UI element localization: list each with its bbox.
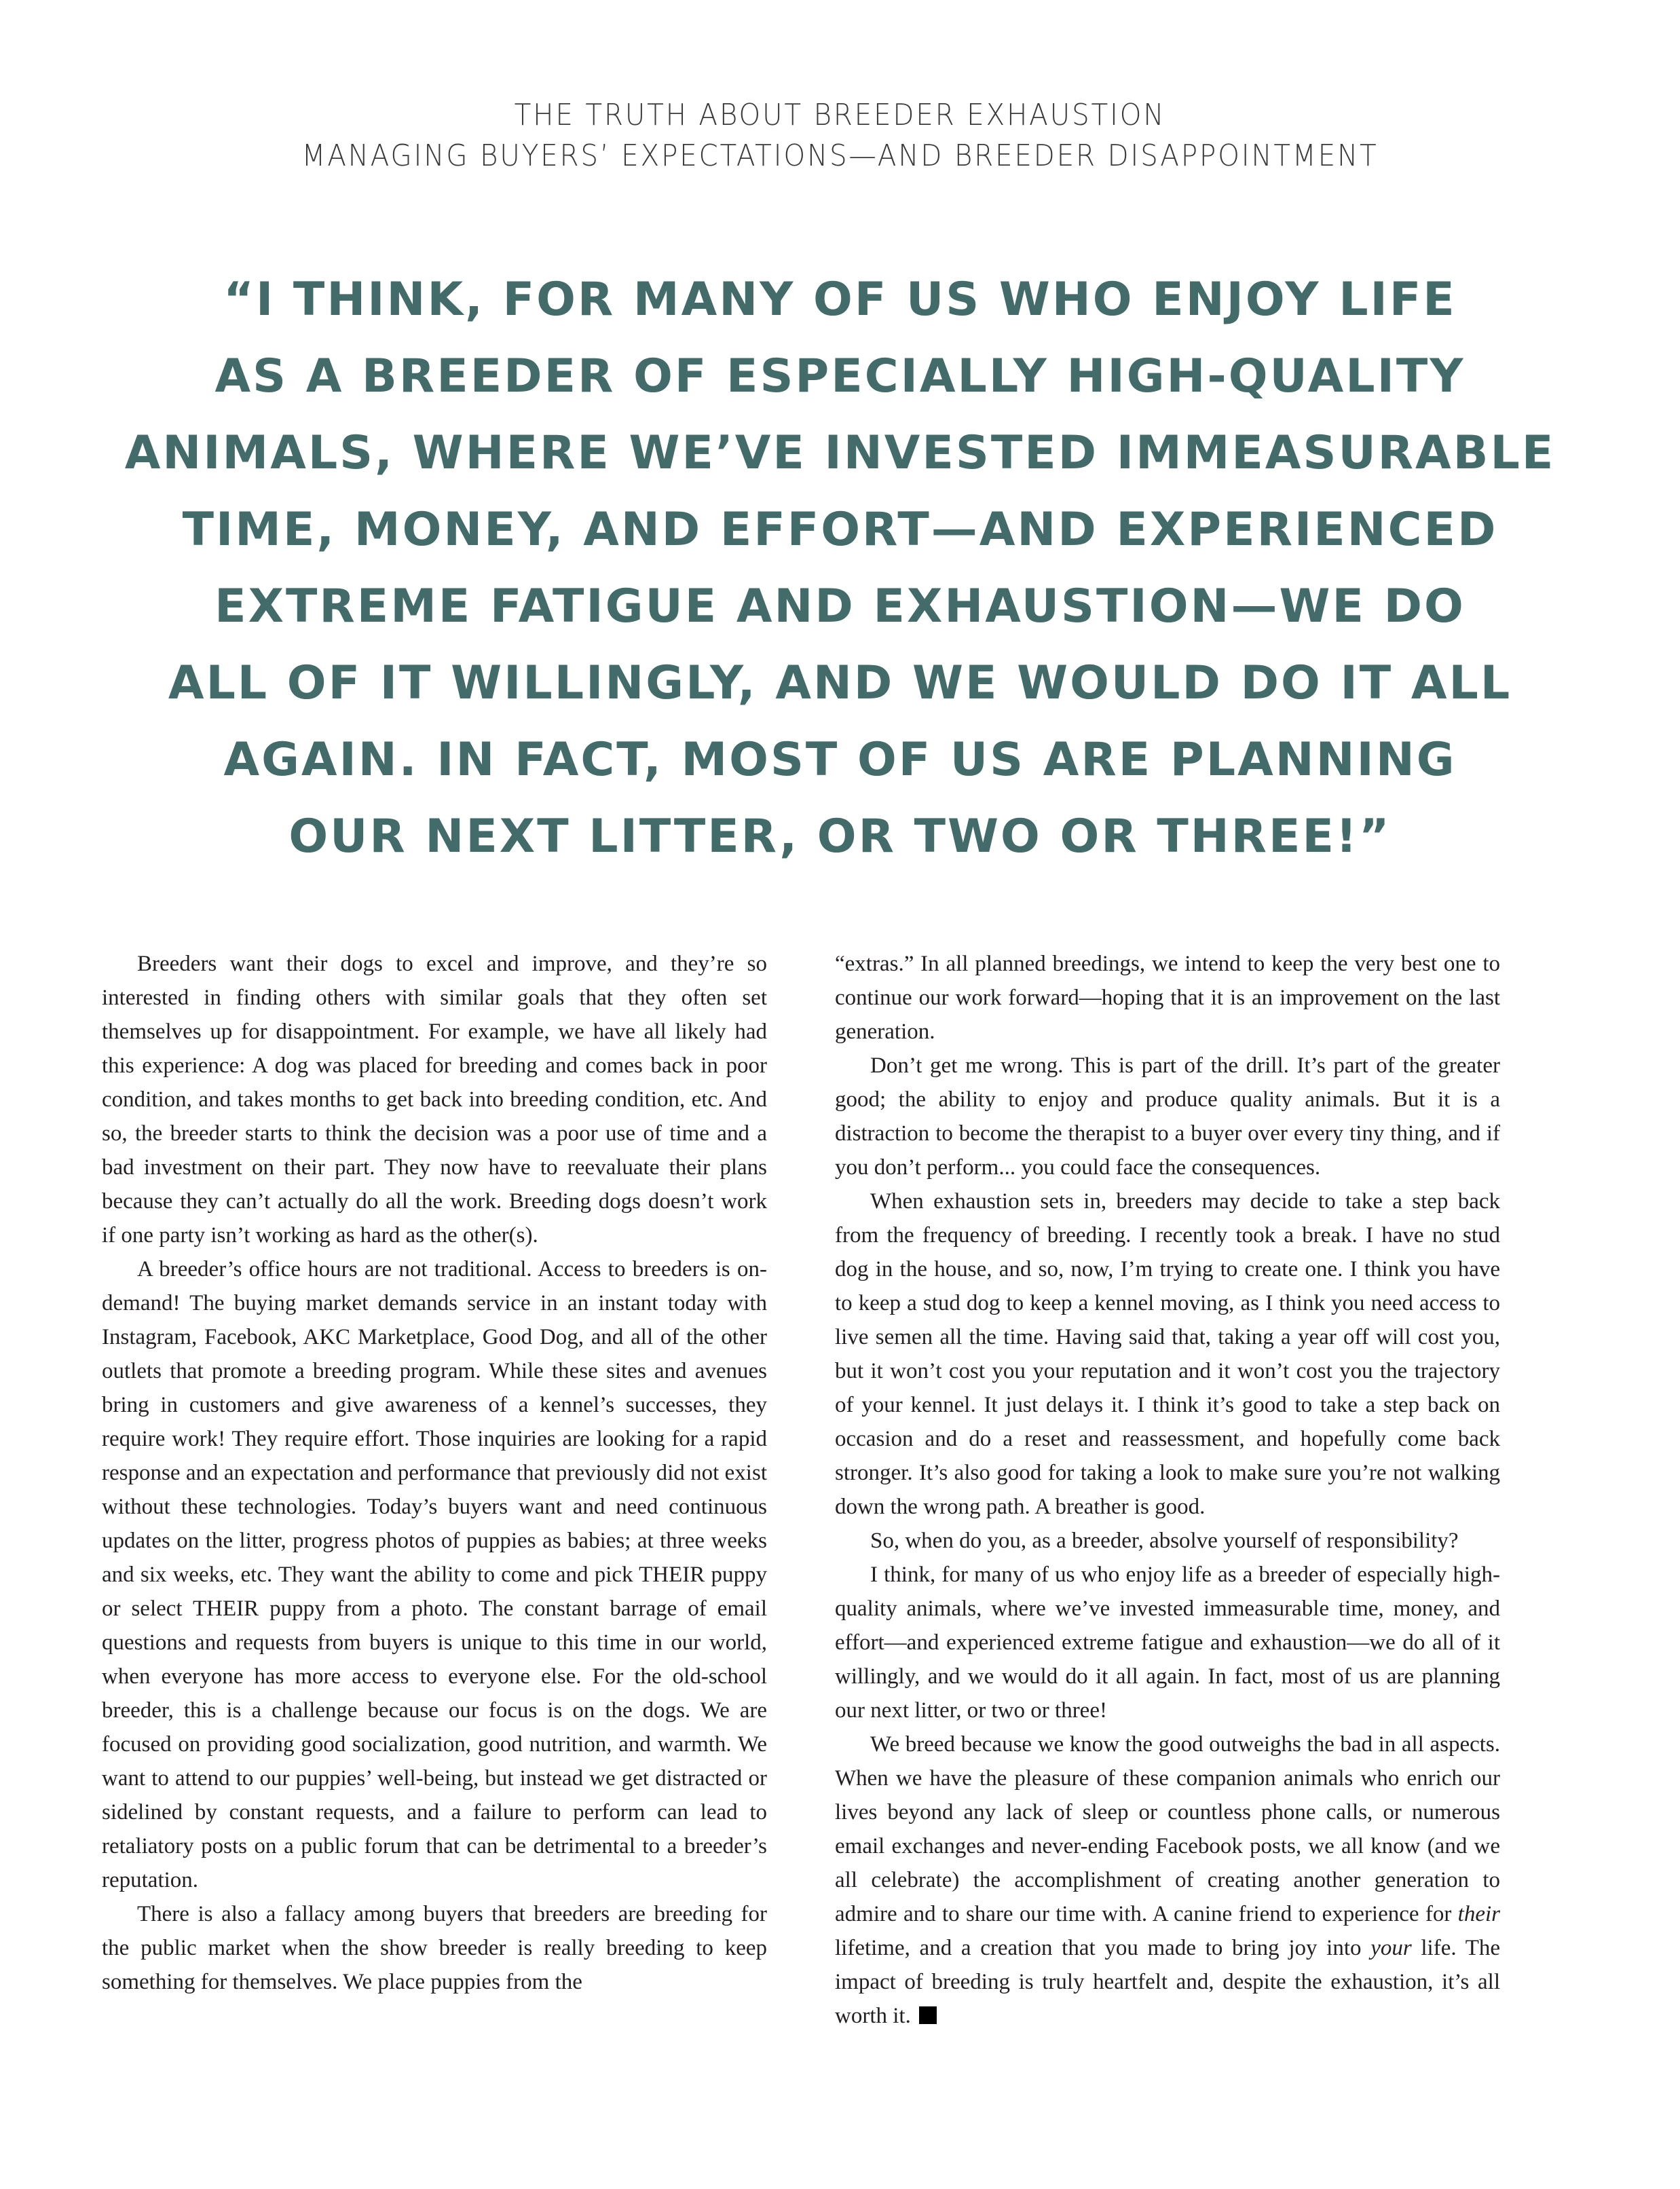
article-body — [102, 947, 1500, 2033]
body-paragraph: Don’t get me wrong. This is part of the drill. It’s part of the greater good; the ability to enjoy and produce quality animals. But it is a distraction to become the therapist to a buyer over every tiny thing, and if you don’t perform... you could face the consequences. — [835, 1053, 1500, 1180]
pull-quote-line: TIME, MONEY, AND EFFORT—AND EXPERIENCED — [182, 503, 1498, 557]
body-paragraph-final — [835, 1727, 1500, 2033]
body-paragraph: Breeders want their dogs to excel and improve, and they’re so interested in finding others with similar goals that they often set themselves up for disappointment. For example, we have all likely had this experience: A dog was placed for breeding and comes back in poor condition, and takes months to get back into breeding condition, etc. And so, the breeder starts to think the decision was a poor use of time and a bad investment on their part. They now have to reevaluate their plans because they can’t actually do all the work. Breeding dogs doesn’t work if one party isn’t working as hard as the other(s). — [102, 952, 767, 1248]
pull-quote-line: ANIMALS, WHERE WE’VE INVESTED IMMEASURABLE — [124, 426, 1556, 480]
article-subtitle: MANAGING BUYERS’ EXPECTATIONS—AND BREEDER DISAPPOINTMENT — [301, 138, 1379, 173]
pull-quote-line: ALL OF IT WILLINGLY, AND WE WOULD DO IT ALL — [168, 656, 1512, 710]
body-paragraph: A breeder’s office hours are not traditional. Access to breeders is on-demand! The buying market demands service in an instant today with Instagram, Facebook, AKC Marketplace, Good Dog, and all of the other outlets that promote a breeding program. While these sites and avenues bring in customers and give awareness of a kennel’s successes, they require work! They require effort. Those inquiries are looking for a rapid response and an expectation and performance that previously did not exist without these technologies. Today’s buyers want and need continuous updates on the litter, progress photos of puppies as babies; at three weeks and six weeks, etc. They want the ability to come and pick THEIR puppy or select THEIR puppy from a photo. The constant barrage of email questions and requests from buyers is unique to this time in our world, when everyone has more access to everyone else. For the old-school breeder, this is a challenge because our focus is on the dogs. We are focused on providing good socialization, good nutrition, and warmth. We want to attend to our puppies’ well-being, but instead we get distracted or sidelined by constant requests, and a failure to perform can lead to retaliatory posts on a public forum that can be detrimental to a breeder’s reputation. — [102, 1257, 767, 1892]
right-column — [835, 947, 1500, 2033]
body-paragraph-continuation: “extras.” In all planned breedings, we intend to keep the very best one to continue our work forward—hoping that it is an improvement on the last generation. — [835, 952, 1500, 1044]
emphasis-their: their — [1457, 1902, 1500, 1926]
body-paragraph: There is also a fallacy among buyers that breeders are breeding for the public market when the show breeder is really breeding to keep something for themselves. We place puppies from the — [102, 1902, 767, 1994]
article-header — [0, 95, 1680, 176]
pull-quote-line: EXTREME FATIGUE AND EXHAUSTION—WE DO — [214, 580, 1466, 633]
left-column — [102, 947, 767, 2033]
body-paragraph: So, when do you, as a breeder, absolve yourself of responsibility? — [870, 1529, 1459, 1553]
article-kicker: THE TRUTH ABOUT BREEDER EXHAUSTION — [514, 98, 1166, 132]
final-text-part: life. The impact of breeding is truly heartfelt and, despite the exhaustion, it’s all worth it. — [835, 1936, 1500, 2028]
final-text-part: We breed because we know the good outweighs the bad in all aspects. When we have the pleasure of these companion animals who enrich our lives beyond any lack of sleep or countless phone calls, or numerous email exchanges and never-ending Facebook posts, we all know (and we all celebrate) the accomplishment of creating another generation to admire and to share our time with. A canine friend to experience for — [835, 1732, 1500, 1926]
pull-quote-line: OUR NEXT LITTER, OR TWO OR THREE!” — [288, 810, 1392, 863]
pull-quote-line: “I THINK, FOR MANY OF US WHO ENJOY LIFE — [223, 273, 1457, 326]
body-paragraph: When exhaustion sets in, breeders may decide to take a step back from the frequency of breeding. I recently took a break. I have no stud dog in the house, and so, now, I’m trying to create one. I think you have to keep a stud dog to keep a kennel moving, as I think you need access to live semen all the time. Having said that, taking a year off will cost you, but it won’t cost you your reputation and it won’t cost you the trajectory of your kennel. It just delays it. I think it’s good to take a step back on occasion and do a reset and reassessment, and hopefully come back stronger. It’s also good for taking a look to make sure you’re not walking down the wrong path. A breather is good. — [835, 1189, 1500, 1519]
pull-quote — [102, 261, 1578, 875]
body-paragraph: I think, for many of us who enjoy life as a breeder of especially high-quality animals, where we’ve invested immeasurable time, money, and effort—and experienced extreme fatigue and exhaustion—we do all of it willingly, and we would do it all again. In fact, most of us are planning our next litter, or two or three! — [835, 1563, 1500, 1723]
pull-quote-line: AS A BREEDER OF ESPECIALLY HIGH-QUALITY — [214, 350, 1466, 403]
end-mark-icon — [919, 2006, 937, 2024]
pull-quote-line: AGAIN. IN FACT, MOST OF US ARE PLANNING — [223, 733, 1457, 787]
final-text-part: lifetime, and a creation that you made to bring joy into — [835, 1936, 1371, 1960]
emphasis-your: your — [1370, 1936, 1412, 1960]
